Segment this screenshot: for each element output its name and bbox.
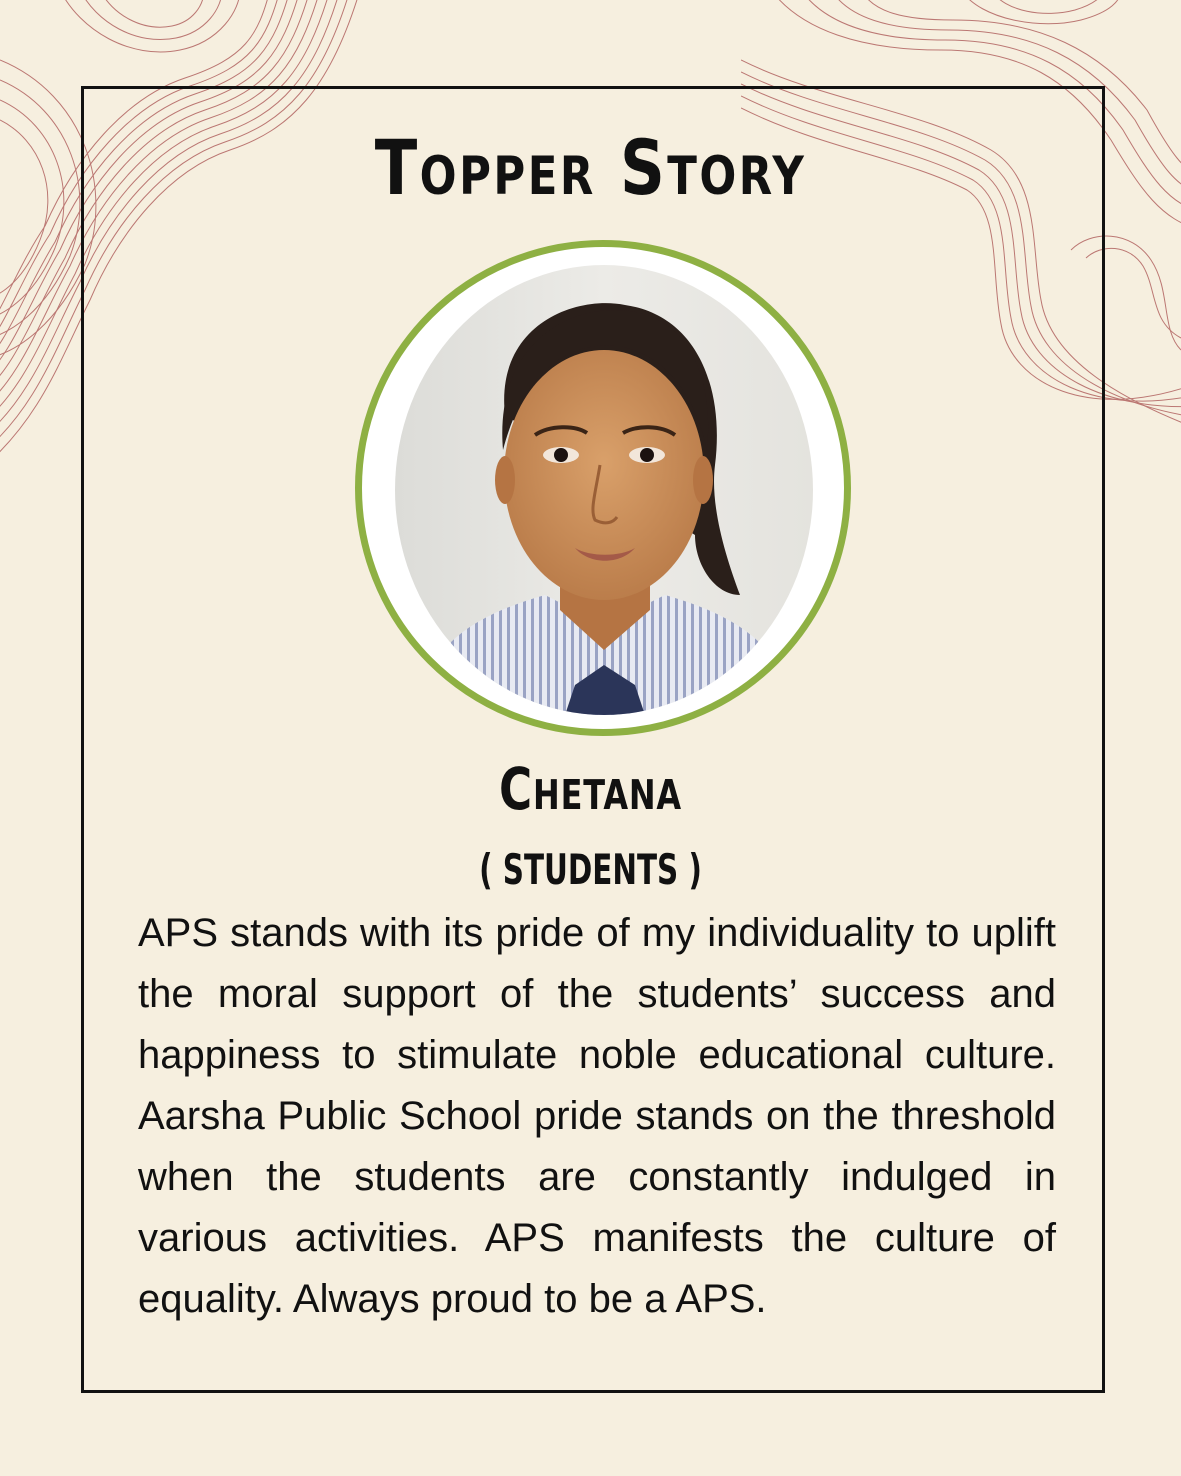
student-name: Chetana [499,755,682,823]
story-text: APS stands with its pride of my individuality to uplift the moral support of the students’ success and happiness to stimulate noble educational culture. Aarsha Public School pride stands on the threshold when the students are constantly indulged in various activities. APS manifests the culture of equality. Always proud to be a APS. [138,911,1056,1321]
student-role: ( STUDENTS ) [479,845,702,894]
student-photo [395,265,813,715]
student-photo-frame [355,240,851,736]
page-title: Topper Story [374,123,807,212]
